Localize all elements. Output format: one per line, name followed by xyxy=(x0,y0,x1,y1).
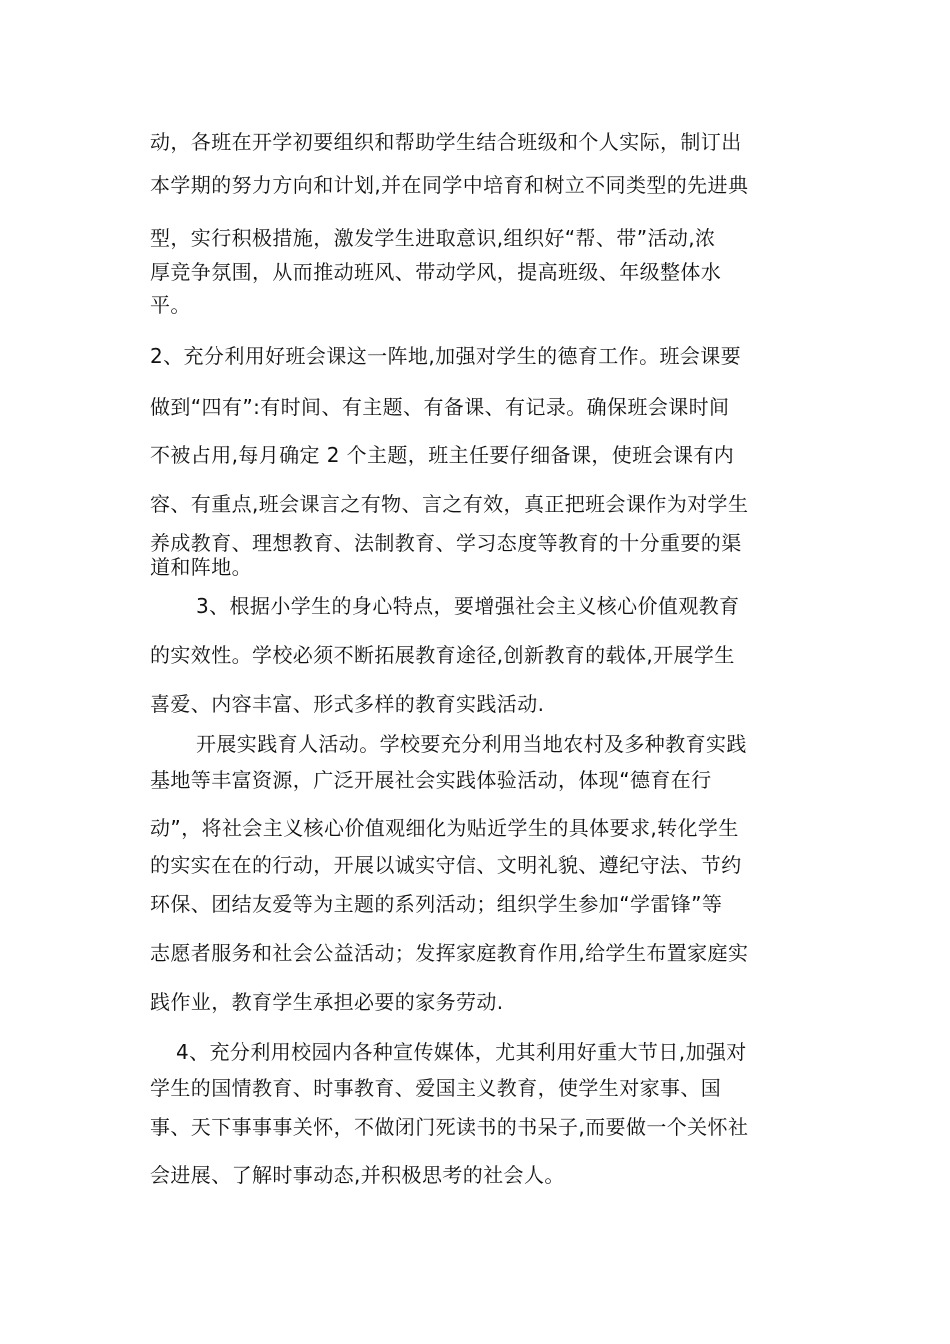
text-line: 开展实践育人活动。学校要充分利用当地农村及多种教育实践 xyxy=(196,732,747,756)
text-line: 容、有重点,班会课言之有物、言之有效，真正把班会课作为对学生 xyxy=(150,492,749,516)
text-line: 事、天下事事事关怀，不做闭门死读书的书呆子,而要做一个关怀社 xyxy=(150,1115,749,1139)
text-line: 基地等丰富资源，广泛开展社会实践体验活动，体现“德育在行 xyxy=(150,768,712,792)
text-line: 3、根据小学生的身心特点，要增强社会主义核心价值观教育 xyxy=(196,594,740,618)
text-line: 养成教育、理想教育、法制教育、学习态度等教育的十分重要的渠 xyxy=(150,531,742,555)
text-line: 厚竞争氛围，从而推动班风、带动学风，提高班级、年级整体水 xyxy=(150,260,722,284)
text-line: 做到“四有”:有时间、有主题、有备课、有记录。确保班会课时间 xyxy=(150,395,730,419)
text-line: 4、充分利用校园内各种宣传媒体，尤其利用好重大节日,加强对 xyxy=(176,1040,747,1064)
text-line: 2、充分利用好班会课这一阵地,加强对学生的德育工作。班会课要 xyxy=(150,344,742,368)
text-line: 平。 xyxy=(150,293,191,317)
text-line: 志愿者服务和社会公益活动；发挥家庭教育作用,给学生布置家庭实 xyxy=(150,941,749,965)
text-line: 本学期的努力方向和计划,并在同学中培育和树立不同类型的先进典 xyxy=(150,173,749,197)
text-line: 践作业，教育学生承担必要的家务劳动. xyxy=(150,990,504,1014)
text-line: 动”，将社会主义核心价值观细化为贴近学生的具体要求,转化学生 xyxy=(150,816,739,840)
text-line: 动，各班在开学初要组织和帮助学生结合班级和个人实际，制订出 xyxy=(150,130,742,154)
text-line: 环保、团结友爱等为主题的系列活动；组织学生参加“学雷锋”等 xyxy=(150,892,723,916)
text-line: 不被占用,每月确定 2 个主题，班主任要仔细备课，使班会课有内 xyxy=(150,443,735,467)
text-line: 会进展、了解时事动态,并积极思考的社会人。 xyxy=(150,1163,565,1187)
text-line: 的实效性。学校必须不断拓展教育途径,创新教育的载体,开展学生 xyxy=(150,643,735,667)
text-line: 学生的国情教育、时事教育、爱国主义教育，使学生对家事、国 xyxy=(150,1076,722,1100)
text-line: 型，实行积极措施，激发学生进取意识,组织好“帮、带”活动,浓 xyxy=(150,226,716,250)
text-line: 道和阵地。 xyxy=(150,555,252,579)
text-line: 喜爱、内容丰富、形式多样的教育实践活动. xyxy=(150,692,545,716)
text-line: 的实实在在的行动，开展以诚实守信、文明礼貌、遵纪守法、节约 xyxy=(150,853,742,877)
